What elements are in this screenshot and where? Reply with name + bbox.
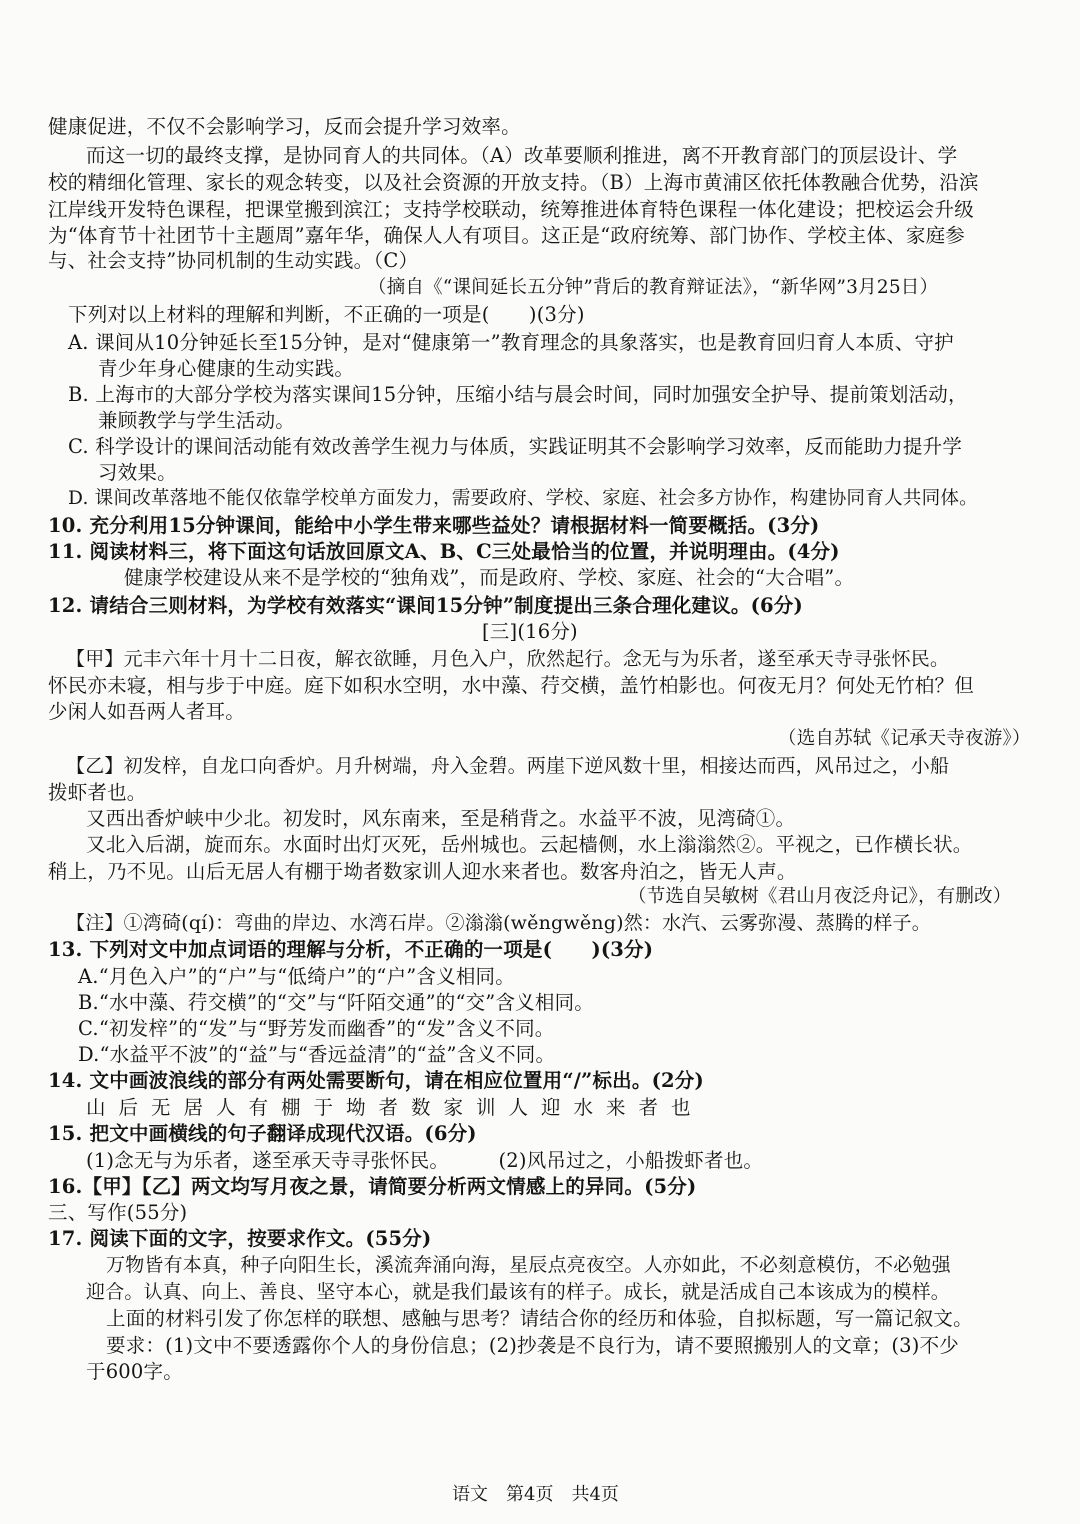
writing-prompt-line: 万物皆有本真，种子向阳生长，溪流奔涌向海，星辰点亮夜空。人亦如此，不必刻意模仿，不必勉强 (106, 1254, 951, 1276)
question-15: 15. 把文中画横线的句子翻译成现代汉语。(6分) (48, 1122, 477, 1145)
text-jia-line: 怀民亦未寝，相与步于中庭。庭下如积水空明，水中藻、荇交横，盖竹柏影也。何夜无月？何处无竹柏？但 (48, 674, 974, 697)
option-d: D.“水益平不波”的“益”与“香远益清”的“益”含义不同。 (78, 1043, 556, 1066)
text-yi-line: 拨虾者也。 (48, 781, 147, 804)
writing-requirements: 要求：(1)文中不要透露你个人的身份信息；(2)抄袭是不良行为，请不要照搬别人的文章；(3)不少 (106, 1334, 959, 1357)
question-10: 10. 充分利用15分钟课间，能给中小学生带来哪些益处？请根据材料一简要概括。(3分) (48, 514, 820, 537)
question-17: 17. 阅读下面的文字，按要求作文。(55分) (48, 1227, 432, 1250)
source-citation: （摘自《“课间延长五分钟”背后的教育辩证法》，“新华网”3月25日） (368, 277, 939, 298)
source-citation: （选自苏轼《记承天寺夜游》） (778, 728, 1031, 749)
question-12: 12. 请结合三则材料，为学校有效落实“课间15分钟”制度提出三条合理化建议。(6分) (48, 594, 803, 617)
option-c: C. 科学设计的课间活动能有效改善学生视力与体质，实践证明其不会影响学习效率，反而能助力提升学 (68, 435, 963, 458)
writing-section-heading: 三、写作(55分) (48, 1201, 188, 1224)
source-citation: （节选自吴敏树《君山月夜泛舟记》，有删改） (628, 886, 1012, 907)
text-line: 与、社会支持”协同机制的生动实践。（C） (48, 249, 419, 272)
text-line: 江岸线开发特色课程，把课堂搬到滨江；支持学校联动，统筹推进体育特色课程一体化建设；把校运会升级 (48, 198, 974, 221)
option-a: A. 课间从10分钟延长至15分钟，是对“健康第一”教育理念的具象落实，也是教育回归育人本质、守护 (68, 331, 954, 354)
option-a-cont: 青少年身心健康的生动实践。 (98, 357, 355, 380)
option-d: D. 课间改革落地不能仅依靠学校单方面发力，需要政府、学校、家庭、社会多方协作，构建协同育人共同体。 (68, 488, 978, 509)
question-11: 11. 阅读材料三，将下面这句话放回原文A、B、C三处最恰当的位置，并说明理由。(4分) (48, 540, 840, 563)
option-c-cont: 习效果。 (98, 461, 177, 484)
text-line: 健康促进，不仅不会影响学习，反而会提升学习效率。 (48, 115, 521, 138)
question-11-sentence: 健康学校建设从来不是学校的“独角戏”，而是政府、学校、家庭、社会的“大合唱”。 (124, 566, 855, 589)
option-c: C.“初发梓”的“发”与“野芳发而幽香”的“发”含义不同。 (78, 1017, 555, 1040)
text-yi-line: 稍上，乃不见。山后无居人有棚于坳者数家训人迎水来者也。数客舟泊之，皆无人声。 (48, 860, 797, 883)
translation-items: (1)念无与为乐者，遂至承天寺寻张怀民。 (2)风吊过之，小船拨虾者也。 (86, 1149, 764, 1172)
text-yi-line: 【乙】初发梓，自龙口向香炉。月升树端，舟入金碧。两崖下逆风数十里，相接达而西，风吊过之，小船 (66, 755, 950, 777)
option-b-cont: 兼顾教学与学生活动。 (98, 409, 296, 432)
text-jia-line: 【甲】元丰六年十月十二日夜，解衣欲睡，月色入户，欣然起行。念无与为乐者，遂至承天寺寻张怀民。 (66, 648, 950, 670)
section-three-heading: [三](16分) (482, 620, 578, 643)
text-line: 而这一切的最终支撑，是协同育人的共同体。（A）改革要顺利推进，离不开教育部门的顶层设计、学 (86, 144, 958, 167)
punctuation-sentence: 山后无居人有棚于坳者数家训人迎水来者也 (86, 1096, 704, 1119)
text-line: 为“体育节十社团节十主题周”嘉年华，确保人人有项目。这正是“政府统筹、部门协作、学校主体、家庭参 (48, 224, 966, 247)
page-footer: 语文 第4页 共4页 (452, 1484, 619, 1505)
writing-prompt-line: 上面的材料引发了你怎样的联想、感触与思考？请结合你的经历和体验，自拟标题，写一篇记叙文。 (106, 1307, 973, 1330)
option-b: B.“水中藻、荇交横”的“交”与“阡陌交通”的“交”含义相同。 (78, 991, 594, 1014)
text-line: 校的精细化管理、家长的观念转变，以及社会资源的开放支持。（B）上海市黄浦区依托体教融合优势，沿滨 (48, 171, 979, 194)
question-14: 14. 文中画波浪线的部分有两处需要断句，请在相应位置用“/”标出。(2分) (48, 1069, 704, 1092)
question-stem: 下列对以上材料的理解和判断，不正确的一项是( )(3分) (68, 303, 585, 326)
text-yi-line: 又西出香炉峡中少北。初发时，风东南来，至是稍背之。水益平不波，见湾碕①。 (86, 807, 796, 830)
writing-prompt-line: 迎合。认真、向上、善良、坚守本心，就是我们最该有的样子。成长，就是活成自己本该成为的模样。 (86, 1281, 951, 1303)
question-13: 13. 下列对文中加点词语的理解与分析，不正确的一项是( )(3分) (48, 938, 654, 961)
writing-requirements-cont: 于600字。 (86, 1360, 183, 1383)
text-jia-line: 少闲人如吾两人者耳。 (48, 700, 246, 723)
option-a: A.“月色入户”的“户”与“低绮户”的“户”含义相同。 (78, 965, 515, 988)
annotation-note: 【注】①湾碕(qí)：弯曲的岸边、水湾石岸。②滃滃(wěngwěng)然：水汽、云雾弥漫、蒸腾的样子。 (66, 912, 931, 934)
option-b: B. 上海市的大部分学校为落实课间15分钟，压缩小结与晨会时间，同时加强安全护导、提前策划活动， (68, 383, 968, 406)
question-16: 16.【甲】【乙】两文均写月夜之景，请简要分析两文情感上的异同。(5分) (48, 1175, 697, 1198)
text-yi-line: 又北入后湖，旋而东。水面时出灯灭死，岳州城也。云起樯侧，水上滃滃然②。平视之，已作横长状。 (86, 833, 973, 856)
